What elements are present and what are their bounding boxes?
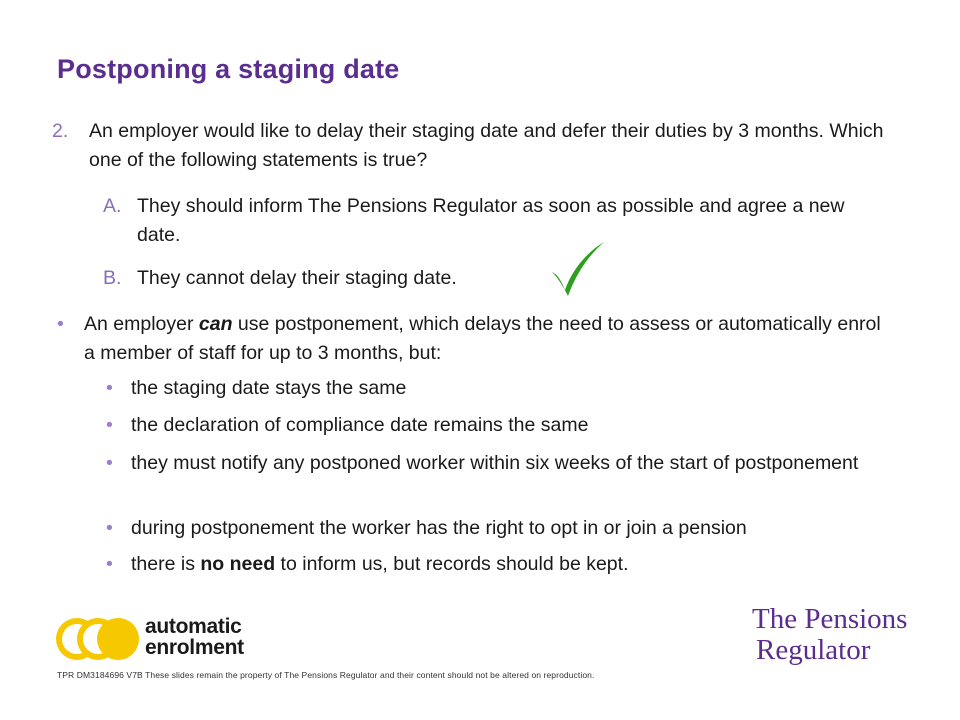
sub-bullet-text: the staging date stays the same bbox=[131, 377, 407, 399]
sub-bullet bbox=[106, 449, 896, 478]
ae-line: enrolment bbox=[145, 636, 244, 659]
question-text: An employer would like to delay their staging date and defer their duties by 3 months. Which one of the following statements is true? bbox=[89, 120, 884, 171]
tpr-line: Regulator bbox=[756, 634, 871, 666]
ae-line: automatic bbox=[145, 615, 242, 638]
bullet-text bbox=[84, 310, 887, 368]
bullet-postponement bbox=[57, 310, 887, 368]
bullet-text-part: there is bbox=[131, 553, 201, 575]
automatic-enrolment-logo bbox=[55, 614, 255, 664]
sub-bullet-text: the declaration of compliance date remains the same bbox=[131, 414, 589, 436]
option-letter: A. bbox=[103, 195, 122, 217]
sub-bullet bbox=[106, 514, 896, 543]
question bbox=[52, 117, 902, 175]
option-text: They should inform The Pensions Regulator as soon as possible and agree a new date. bbox=[137, 195, 845, 246]
sub-bullet-text: they must notify any postponed worker within six weeks of the start of postponement bbox=[131, 452, 859, 474]
footer-disclaimer: TPR DM3184696 V7B These slides remain the property of The Pensions Regulator and their content should not be altered on reproduction. bbox=[57, 670, 595, 680]
bullet-marker: • bbox=[106, 452, 113, 474]
bullet-emphasis: can bbox=[198, 313, 233, 335]
bullet-marker: • bbox=[106, 414, 113, 436]
ae-wordmark bbox=[145, 616, 244, 658]
slide-title: Postponing a staging date bbox=[57, 54, 400, 84]
pensions-regulator-logo bbox=[752, 604, 907, 666]
bullet-marker: • bbox=[106, 377, 113, 399]
checkmark-icon bbox=[548, 240, 608, 298]
sub-bullet-text: during postponement the worker has the right to opt in or join a pension bbox=[131, 517, 747, 539]
tpr-line: The Pensions bbox=[752, 603, 908, 635]
bullet-bold: no need bbox=[200, 553, 276, 575]
bullet-text-part: to inform us, but records should be kept. bbox=[275, 553, 629, 575]
sub-bullet-no-need bbox=[106, 550, 896, 579]
ae-circles-icon bbox=[55, 614, 143, 664]
sub-bullet bbox=[106, 411, 896, 440]
bullet-text-part: An employer bbox=[84, 313, 199, 335]
option-text: They cannot delay their staging date. bbox=[137, 267, 457, 289]
bullet-text-part: use postponement, which delays the need to assess or automatically enrol a member of staff for up to 3 months, but: bbox=[84, 313, 881, 364]
option-a bbox=[103, 192, 883, 250]
sub-bullet bbox=[106, 374, 896, 403]
bullet-marker: • bbox=[106, 553, 113, 575]
bullet-marker: • bbox=[106, 517, 113, 539]
bullet-marker: • bbox=[57, 313, 64, 335]
option-letter: B. bbox=[103, 267, 122, 289]
sub-bullet-text bbox=[131, 550, 896, 579]
question-number: 2. bbox=[52, 120, 69, 142]
option-b bbox=[103, 264, 883, 293]
